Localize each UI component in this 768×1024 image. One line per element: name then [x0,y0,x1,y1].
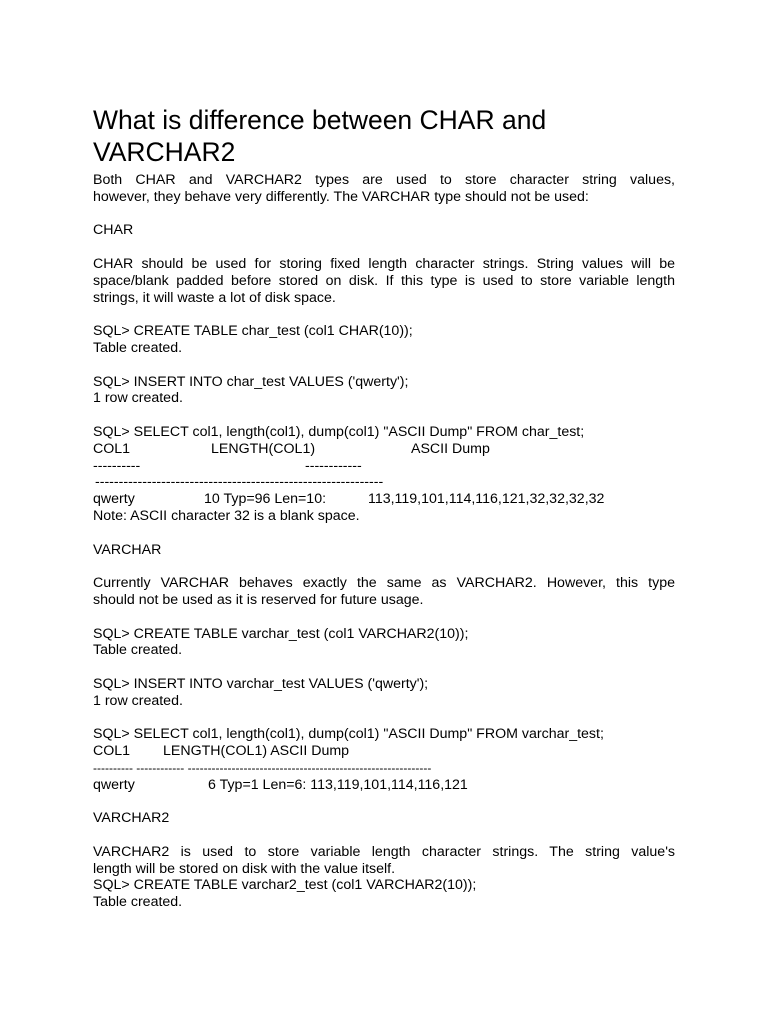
varchar-description-line: should not be used as it is reserved for future usage. [93,591,424,608]
varchar-description-line: Currently VARCHAR behaves exactly the same as VARCHAR2. However, this type [93,575,675,592]
varchar-description [93,575,675,609]
char-description [93,256,675,306]
varchar2-heading: VARCHAR2 [93,810,170,827]
column-header: ASCII Dump [411,440,490,457]
char-heading: CHAR [93,222,134,239]
char-separator-row [93,474,675,491]
intro-line: Both CHAR and VARCHAR2 types are used to store character string values, [93,172,675,188]
varchar-result-row [93,777,675,794]
varchar-separator-row [93,760,675,777]
varchar2-description-line: VARCHAR2 is used to store variable length character strings. The string value's [93,843,675,860]
column-header: COL1 [93,743,131,760]
result-cell: 113,119,101,114,116,121,32,32,32,32 [368,491,605,508]
varchar-create-command: SQL> CREATE TABLE varchar_test (col1 VARCHAR2(10)); [93,625,469,642]
varchar-create-result: Table created. [93,642,183,659]
separator: ---------- ------------ ------------------------------------------------------------- [93,760,432,775]
result-cell: qwerty [93,491,135,508]
varchar2-create-command: SQL> CREATE TABLE varchar2_test (col1 VARCHAR2(10)); [93,877,477,894]
char-result-header [93,441,675,458]
varchar-result-header [93,743,675,760]
char-result-row [93,491,675,508]
separator: ------------------------------------------------------------- [95,474,384,491]
char-separator-row [93,458,675,475]
separator: ---------- [93,457,141,474]
intro-paragraph [93,172,675,206]
document-page [93,104,675,911]
varchar-insert-result: 1 row created. [93,692,183,709]
varchar-insert-command: SQL> INSERT INTO varchar_test VALUES ('qwerty'); [93,675,429,692]
varchar2-description [93,844,675,878]
page-title [93,104,675,168]
char-insert-result: 1 row created. [93,390,183,407]
varchar-select-command: SQL> SELECT col1, length(col1), dump(col1) "ASCII Dump" FROM varchar_test; [93,726,604,743]
result-cell: 10 Typ=96 Len=10: [204,491,327,508]
intro-line: however, they behave very differently. The VARCHAR type should not be used: [93,188,589,205]
char-note: Note: ASCII character 32 is a blank space. [93,507,360,524]
varchar2-create-result: Table created. [93,894,183,911]
column-header: COL1 [93,440,131,457]
varchar-heading: VARCHAR [93,541,162,558]
char-description-line: space/blank padded before stored on disk. If this type is used to store variable length [93,272,675,289]
char-create-command: SQL> CREATE TABLE char_test (col1 CHAR(10)); [93,323,413,340]
char-create-result: Table created. [93,339,183,356]
char-description-line: CHAR should be used for storing fixed length character strings. String values will be [93,255,675,272]
varchar2-description-line: length will be stored on disk with the value itself. [93,860,396,877]
separator: ------------ [305,457,362,474]
page-title-line-1: What is difference between CHAR and [93,105,547,135]
char-select-command: SQL> SELECT col1, length(col1), dump(col1) "ASCII Dump" FROM char_test; [93,423,585,440]
result-cell: 6 Typ=1 Len=6: 113,119,101,114,116,121 [208,776,468,793]
column-header: LENGTH(COL1) ASCII Dump [163,743,350,760]
page-title-line-2: VARCHAR2 [93,137,236,167]
char-insert-command: SQL> INSERT INTO char_test VALUES ('qwerty'); [93,373,409,390]
char-description-line: strings, it will waste a lot of disk space. [93,289,336,306]
column-header: LENGTH(COL1) [211,440,316,457]
result-cell: qwerty [93,776,135,793]
